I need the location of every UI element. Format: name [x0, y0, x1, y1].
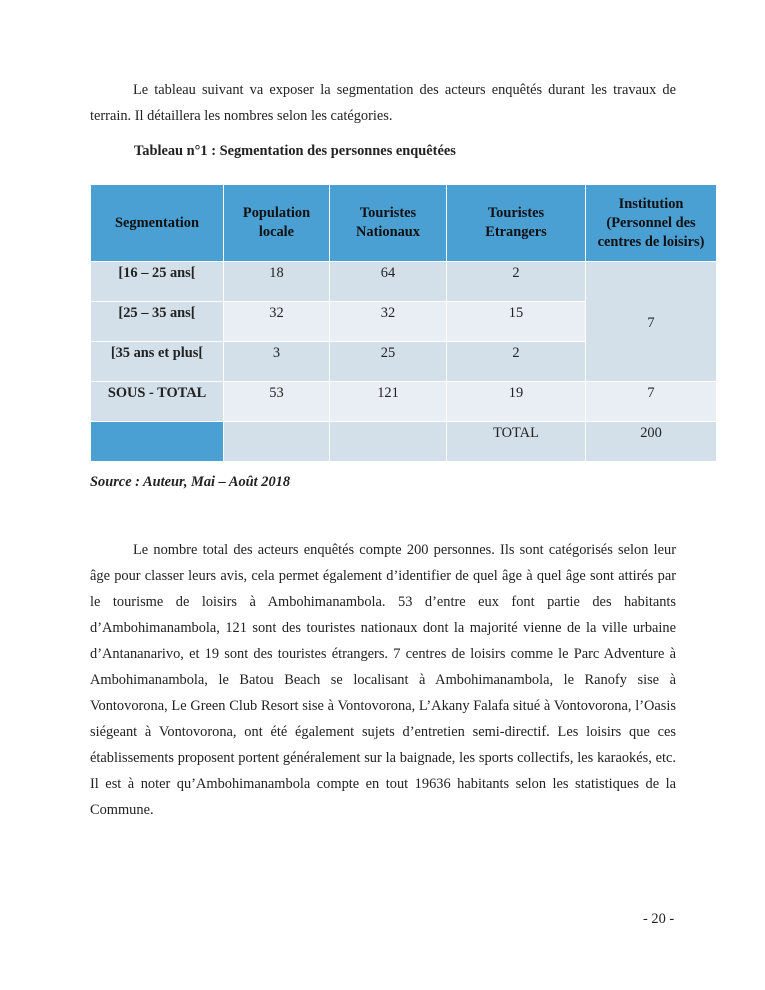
subtotal-population-locale: 53: [224, 382, 330, 422]
cell-population-locale: 18: [224, 262, 330, 302]
cell-touristes-etrangers: 2: [447, 342, 586, 382]
header-institution: Institution (Personnel des centres de loisirs): [586, 185, 717, 262]
segment-label: [16 – 25 ans[: [91, 262, 224, 302]
cell-touristes-nationaux: 32: [330, 302, 447, 342]
table-header-row: [91, 185, 717, 262]
table-row: [91, 262, 717, 302]
cell-touristes-etrangers: 2: [447, 262, 586, 302]
header-segmentation: Segmentation: [91, 185, 224, 262]
segmentation-table: [90, 184, 716, 448]
table-title: Tableau n°1 : Segmentation des personnes enquêtées: [134, 143, 456, 159]
subtotal-row: [91, 382, 717, 422]
cell-touristes-nationaux: 25: [330, 342, 447, 382]
body-text: Le nombre total des acteurs enquêtés compte 200 personnes. Ils sont catégorisés selon leur âge pour classer leurs avis, cela permet également d’identifier de quel âge à quel âge sont attirés par le tourisme de loisirs à Ambohimanambola. 53 d’entre eux font partie des habitants d’Ambohimanambola, 121 sont des touristes nationaux dont la majorité vienne de la ville urbaine d’Antananarivo, et 19 sont des touristes étrangers. 7 centres de loisirs comme le Parc Adventure à Ambohimanambola, le Batou Beach se localisant à Ambohimanambola, le Ranofy sise à Vontovorona, Le Green Club Resort sise à Vontovorona, L’Akany Falafa situé à Vontovorona, l’Oasis siégeant à Vontovorona, ont été également sujets d’entretien semi-directif. Les loisirs que ces établissements proposent portent généralement sur la baignade, les sports collectifs, les karaokés, etc. Il est à noter qu’Ambohimanambola compte en tout 19636 habitants selon les statistiques de la Commune.: [90, 542, 676, 818]
intro-text: Le tableau suivant va exposer la segmentation des acteurs enquêtés durant les travaux de terrain. Il détaillera les nombres selon les catégories.: [90, 82, 676, 124]
subtotal-label: SOUS - TOTAL: [91, 382, 224, 422]
segment-label: [25 – 35 ans[: [91, 302, 224, 342]
total-label: TOTAL: [447, 422, 586, 462]
subtotal-institution: 7: [586, 382, 717, 422]
source-caption: Source : Auteur, Mai – Août 2018: [90, 474, 291, 490]
total-empty-cell: [224, 422, 330, 462]
cell-population-locale: 3: [224, 342, 330, 382]
total-empty-cell: [330, 422, 447, 462]
subtotal-touristes-nationaux: 121: [330, 382, 447, 422]
header-touristes-etrangers: Touristes Etrangers: [447, 185, 586, 262]
page-number: - 20 -: [643, 911, 675, 927]
body-paragraph: [90, 537, 676, 823]
intro-paragraph: [90, 77, 676, 129]
cell-touristes-nationaux: 64: [330, 262, 447, 302]
cell-touristes-etrangers: 15: [447, 302, 586, 342]
header-touristes-nationaux: Touristes Nationaux: [330, 185, 447, 262]
total-row: [91, 422, 717, 462]
header-population-locale: Population locale: [224, 185, 330, 262]
cell-population-locale: 32: [224, 302, 330, 342]
total-value: 200: [586, 422, 717, 462]
segment-label: [35 ans et plus[: [91, 342, 224, 382]
total-blank-cell: [91, 422, 224, 462]
cell-institution-merged: 7: [586, 262, 717, 382]
subtotal-touristes-etrangers: 19: [447, 382, 586, 422]
